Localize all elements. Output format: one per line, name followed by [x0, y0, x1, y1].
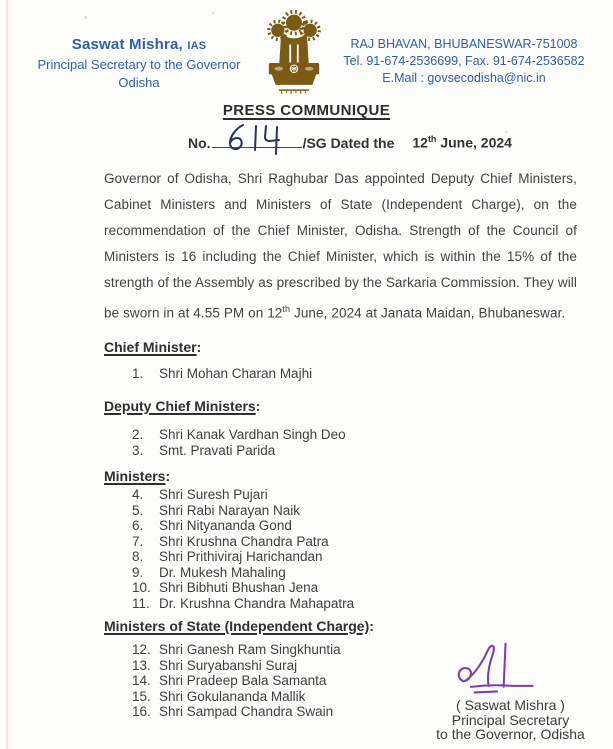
- list-item: 2. Shri Kanak Vardhan Singh Deo: [132, 427, 346, 442]
- list-item: 13. Shri Suryabanshi Suraj: [132, 657, 298, 673]
- office-tel-fax: Tel. 91-674-2536699, Fax. 91-674-2536582: [343, 54, 585, 68]
- state-emblem-of-india-icon: [256, 8, 332, 100]
- section-ministers: [104, 468, 613, 611]
- reference-no-label: No.: [188, 135, 211, 151]
- section-heading-deputy-chief-ministers: Deputy Chief Ministers:: [104, 398, 261, 414]
- officer-cadre: IAS: [187, 40, 207, 52]
- list-item: 8. Shri Prithiviraj Harichandan: [132, 549, 323, 564]
- list-item: 7. Shri Krushna Chandra Patra: [132, 533, 329, 549]
- paragraph-ordinal: th: [282, 304, 291, 314]
- body-paragraph: [104, 166, 577, 327]
- list-item: 11. Dr. Krushna Chandra Mahapatra: [132, 595, 355, 611]
- list-item: 3. Smt. Pravati Parida: [132, 442, 276, 458]
- signature-mark: [450, 641, 562, 699]
- letterhead-office-block: [339, 36, 589, 87]
- section-heading-ministers: Ministers:: [104, 468, 171, 484]
- scan-speck: [505, 131, 508, 133]
- scan-edge-artifact: [6, 0, 8, 749]
- section-deputy-chief-ministers: [104, 398, 613, 458]
- reference-date: [412, 134, 512, 151]
- office-email: E.Mail : govsecodisha@nic.in: [382, 71, 546, 85]
- date-day: 12: [412, 135, 428, 151]
- scan-speck: [212, 12, 214, 14]
- list-item: 5. Shri Rabi Narayan Naik: [132, 502, 301, 518]
- signatory-title-line2: to the Governor, Odisha: [436, 726, 585, 742]
- list-item: 15. Shri Gokulananda Mallik: [132, 688, 306, 704]
- section-heading-ministers-of-state: Ministers of State (Independent Charge):: [104, 618, 374, 634]
- office-address: RAJ BHAVAN, BHUBANESWAR-751008: [350, 37, 578, 51]
- paragraph-text: Governor of Odisha, Shri Raghubar Das appointed Deputy Chief Ministers, Cabinet Ministers and Ministers of State (Independent Charge), on the recommendation of the Chief Minister, Odisha. Strength of the Council of Ministers is 16 including the Chief Minister, which is within the 15% of the strength of the Assembly as prescribed by the Sarkaria Commission. They will be sworn in at 4.55 PM on 12: [104, 171, 577, 321]
- ministers-list: [104, 487, 613, 611]
- signatory-title-line1: Principal Secretary: [451, 711, 570, 728]
- page-title: PRESS COMMUNIQUE: [222, 102, 391, 119]
- list-item: 1. Shri Mohan Charan Majhi: [132, 365, 313, 381]
- list-item: 10. Shri Bibhuti Bhushan Jena: [132, 580, 319, 595]
- reference-suffix-label: /SG Dated the: [302, 135, 395, 151]
- officer-title: Principal Secretary to the Governor: [37, 57, 241, 72]
- list-item: 12. Shri Ganesh Ram Singkhuntia: [132, 642, 341, 657]
- officer-name: [30, 35, 248, 56]
- scan-speck: [84, 16, 87, 19]
- reference-number-line: [188, 128, 613, 154]
- paragraph-text-end: June, 2024 at Janata Maidan, Bhubaneswar.: [290, 305, 566, 321]
- list-item: 14. Shri Pradeep Bala Samanta: [132, 673, 327, 688]
- signature-block: [428, 641, 593, 743]
- deputy-chief-ministers-list: [104, 427, 613, 458]
- section-chief-minister: [104, 339, 613, 382]
- section-heading-chief-minister: Chief Minister:: [104, 338, 202, 355]
- officer-state: Odisha: [118, 75, 160, 90]
- list-item: 6. Shri Nityananda Gond: [132, 518, 292, 533]
- date-ordinal: th: [427, 134, 437, 145]
- chief-minister-list: [104, 366, 613, 382]
- date-rest: June, 2024: [436, 135, 512, 151]
- list-item: 9. Dr. Mukesh Mahaling: [132, 564, 286, 580]
- emblem-container: [254, 8, 334, 105]
- officer-name-text: Saswat Mishra,: [71, 36, 183, 53]
- handwritten-number-614: [216, 122, 294, 156]
- handwritten-number-box: [212, 128, 302, 148]
- list-item: 4. Shri Suresh Pujari: [132, 487, 268, 502]
- list-item: 16. Shri Sampad Chandra Swain: [132, 704, 334, 719]
- letterhead: [0, 0, 613, 98]
- letterhead-officer-block: [30, 35, 248, 92]
- signatory-name: ( Saswat Mishra ): [456, 697, 565, 713]
